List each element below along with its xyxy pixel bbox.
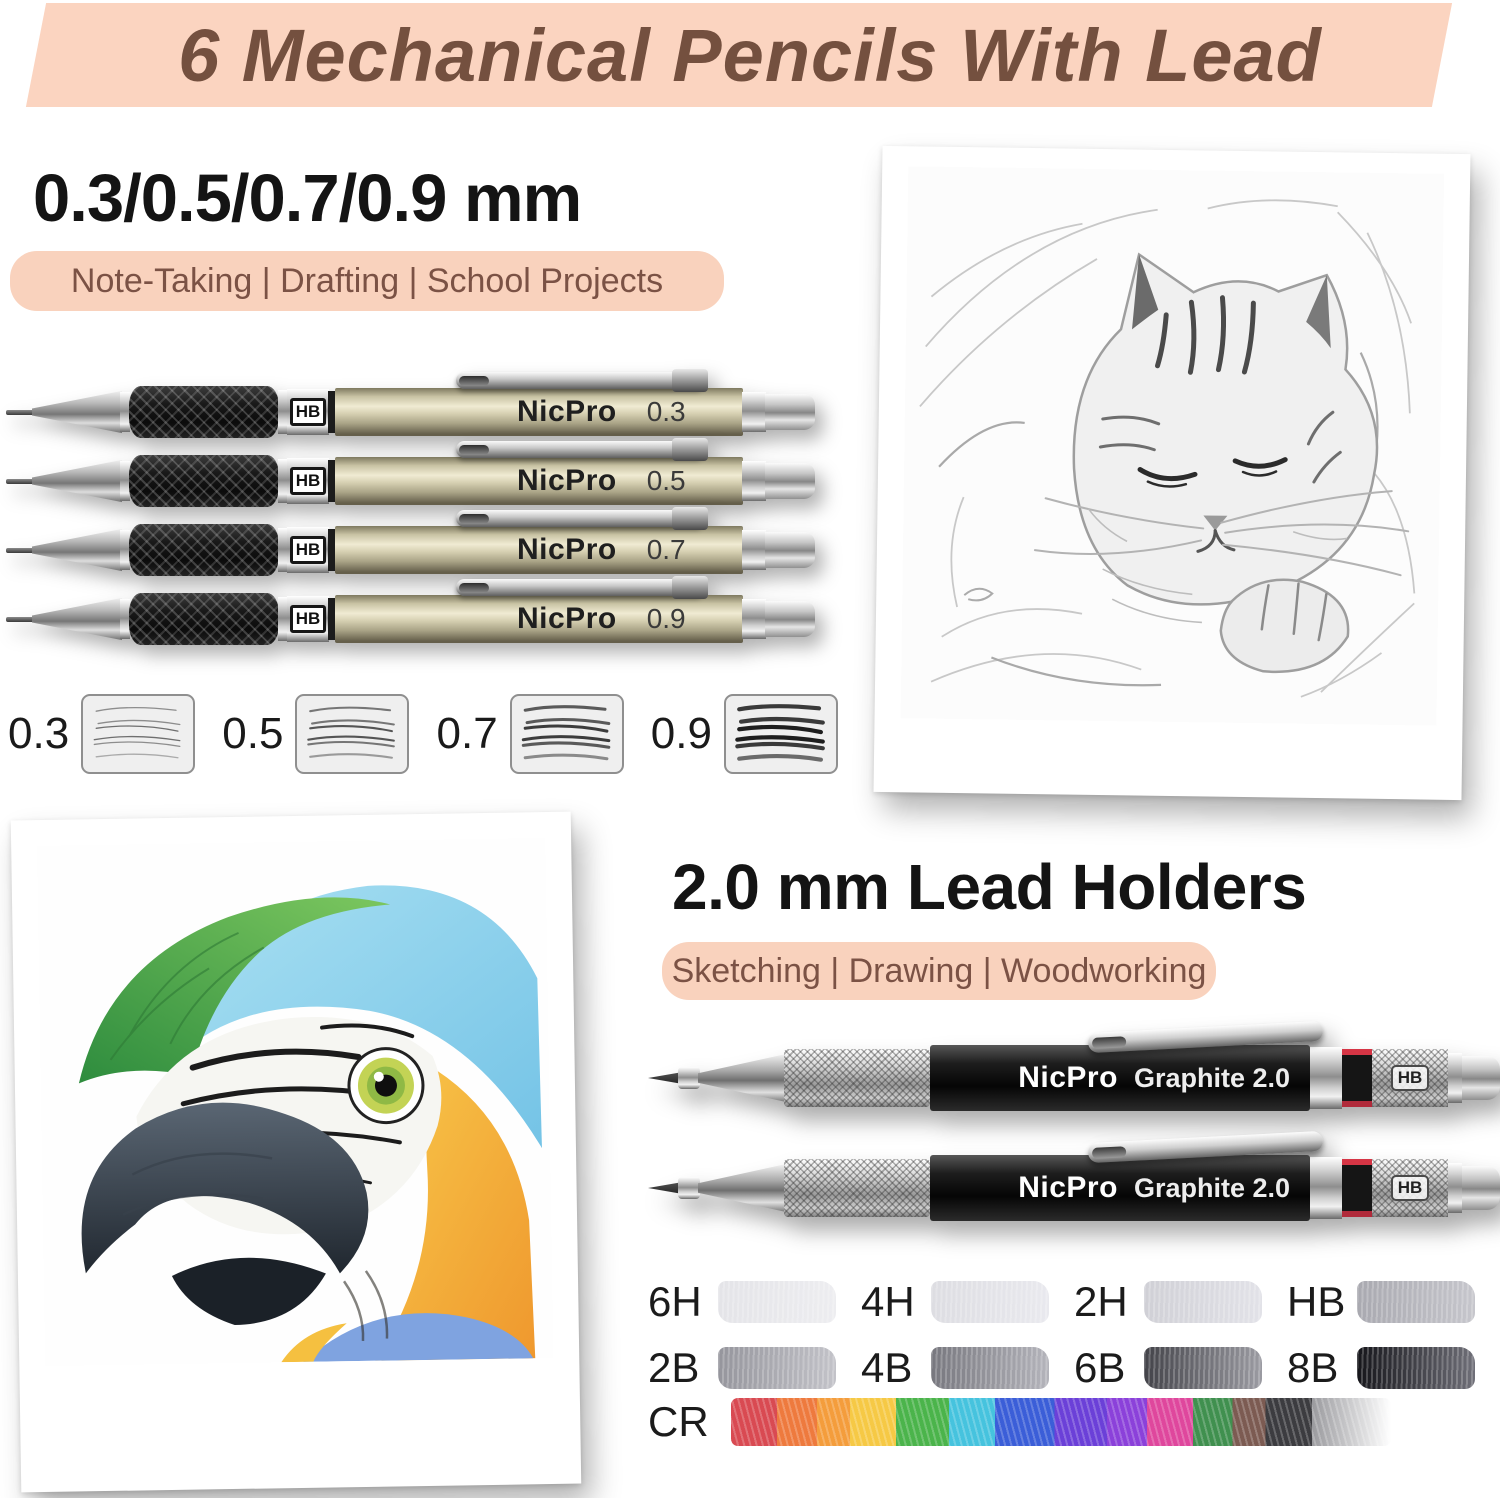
- lead-holder-1: [648, 1044, 1500, 1112]
- size-label: 0.3: [646, 396, 686, 427]
- holder-ring: [1310, 1047, 1342, 1109]
- holder-tip-cone: [698, 1164, 786, 1212]
- mechanical-pencil-0.7: [6, 521, 834, 579]
- holder-clutch-jaws: [678, 1177, 700, 1199]
- lead-sample-label: 0.7: [436, 709, 498, 758]
- pencil-barrel: [335, 388, 743, 436]
- lead-sample-swatch: [295, 694, 409, 774]
- holder-knurled-grip: [784, 1049, 930, 1107]
- lead-sample-0.5: [222, 694, 409, 774]
- brand-label: NicPro: [517, 395, 617, 428]
- holder-clutch-jaws: [678, 1067, 700, 1089]
- cat-sketch-image: [901, 166, 1445, 725]
- grade-4h: [861, 1278, 1074, 1326]
- holder-push-button: [1462, 1056, 1500, 1100]
- mechanical-pencil-0.5: [6, 452, 834, 510]
- lead-sample-label: 0.5: [222, 709, 284, 758]
- pencil-clip: [456, 579, 704, 596]
- holder-knurled-grip: [784, 1159, 930, 1217]
- pencil-clip: [456, 510, 704, 527]
- brand-label: NicPro: [517, 602, 617, 635]
- mechanical-pencil-0.3: [6, 383, 834, 441]
- grade-label: 2B: [648, 1344, 700, 1391]
- holder-lead-point: [648, 1071, 682, 1085]
- pencil-barrel: [335, 457, 743, 505]
- parrot-drawing-photo: [11, 812, 581, 1493]
- pencil-grade-window: [287, 596, 329, 642]
- banner-title: 6 Mechanical Pencils With Lead: [178, 13, 1322, 97]
- brand-label: NicPro: [1018, 1061, 1118, 1094]
- pencil-ferrule: [742, 392, 766, 432]
- grade-label: HB: [290, 398, 326, 426]
- pencil-clip: [456, 372, 704, 389]
- grade-label: 6B: [1074, 1344, 1126, 1391]
- pencil-lead-tip: [6, 617, 34, 622]
- holder-ring: [1310, 1157, 1342, 1219]
- holder-ferrule: [1448, 1053, 1462, 1103]
- grade-hb: [1287, 1278, 1500, 1326]
- grade-label: HB: [1391, 1065, 1429, 1091]
- grade-label: 4H: [861, 1278, 915, 1325]
- holder-grade-cap: [1372, 1159, 1448, 1217]
- lead-sample-swatch: [724, 694, 838, 774]
- pencil-grade-window: [287, 527, 329, 573]
- pencil-push-button: [765, 601, 815, 637]
- pencil-clip: [456, 441, 704, 458]
- pencil-push-button: [765, 532, 815, 568]
- lead-sample-0.7: [437, 694, 624, 774]
- size-label: 0.7: [646, 534, 686, 565]
- grade-swatch: [931, 1281, 1049, 1323]
- pencil-tip-cone: [32, 528, 122, 572]
- holders-heading: 2.0 mm Lead Holders: [672, 851, 1307, 923]
- grade-row-b: [648, 1344, 1500, 1392]
- banner: [0, 0, 1500, 112]
- pencil-ferrule: [742, 599, 766, 639]
- cat-sketch-photo: [874, 146, 1471, 800]
- grade-swatch: [718, 1347, 836, 1389]
- pencil-barrel: [335, 526, 743, 574]
- grade-row-h: [648, 1278, 1500, 1326]
- size-label: 0.5: [646, 465, 686, 496]
- pencil-grip: [129, 455, 279, 507]
- pencil-grip: [129, 524, 279, 576]
- lead-sample-0.3: [8, 694, 195, 774]
- grade-label: 4B: [861, 1344, 913, 1391]
- mech-tagline: Note-Taking | Drafting | School Projects: [70, 261, 664, 300]
- pencil-lead-tip: [6, 548, 34, 553]
- grade-label: HB: [290, 536, 326, 564]
- holder-red-ring: [1342, 1159, 1372, 1217]
- holder-push-button: [1462, 1166, 1500, 1210]
- grade-label: 8B: [1287, 1344, 1339, 1391]
- grade-label: 2H: [1074, 1278, 1128, 1325]
- brand-label: NicPro: [517, 533, 617, 566]
- grade-swatch: [1357, 1347, 1475, 1389]
- grade-swatch: [1144, 1347, 1262, 1389]
- mechanical-pencils-group: [6, 383, 834, 659]
- pencil-push-button: [765, 463, 815, 499]
- pencil-lead-tip: [6, 479, 34, 484]
- holder-grade-cap: [1372, 1049, 1448, 1107]
- pencil-ferrule: [742, 461, 766, 501]
- mech-sizes-heading: 0.3/0.5/0.7/0.9 mm: [33, 161, 582, 236]
- holder-lead-point: [648, 1181, 682, 1195]
- holders-tagline-pill: [662, 942, 1216, 1000]
- grade-swatch: [1357, 1281, 1475, 1323]
- brand-label: NicPro: [517, 464, 617, 497]
- pencil-grip: [129, 593, 279, 645]
- grade-2h: [1074, 1278, 1287, 1326]
- grade-swatches: [648, 1278, 1500, 1410]
- color-lead-label: CR: [648, 1398, 709, 1445]
- lead-sample-swatch: [510, 694, 624, 774]
- pencil-grip: [129, 386, 279, 438]
- grade-label: HB: [290, 467, 326, 495]
- holder-body: [930, 1045, 1310, 1111]
- grade-swatch: [1144, 1281, 1262, 1323]
- grade-swatch: [718, 1281, 836, 1323]
- grade-8b: [1287, 1344, 1500, 1392]
- holders-tagline: Sketching | Drawing | Woodworking: [671, 951, 1207, 990]
- pencil-ferrule: [742, 530, 766, 570]
- lead-holder-2: [648, 1154, 1500, 1222]
- mechanical-pencil-0.9: [6, 590, 834, 648]
- holder-red-ring: [1342, 1049, 1372, 1107]
- model-label: Graphite 2.0: [1133, 1062, 1290, 1093]
- size-label: 0.9: [646, 603, 686, 634]
- rainbow-swatch: [731, 1398, 1391, 1446]
- grade-swatch: [931, 1347, 1049, 1389]
- holder-body: [930, 1155, 1310, 1221]
- pencil-push-button: [765, 394, 815, 430]
- lead-sample-0.9: [651, 694, 838, 774]
- model-label: Graphite 2.0: [1133, 1172, 1290, 1203]
- lead-size-samples: [8, 694, 838, 774]
- parrot-drawing-image: [37, 838, 553, 1366]
- lead-sample-label: 0.3: [8, 709, 70, 758]
- pencil-barrel: [335, 595, 743, 643]
- pencil-grade-window: [287, 458, 329, 504]
- lead-sample-label: 0.9: [650, 709, 712, 758]
- lead-sample-swatch: [81, 694, 195, 774]
- pencil-lead-tip: [6, 410, 34, 415]
- pencil-tip-cone: [32, 390, 122, 434]
- pencil-grade-window: [287, 389, 329, 435]
- lead-holders-group: [648, 1044, 1500, 1264]
- holder-ferrule: [1448, 1163, 1462, 1213]
- grade-label: 6H: [648, 1278, 702, 1325]
- color-lead-sample: [648, 1398, 1391, 1446]
- grade-4b: [861, 1344, 1074, 1392]
- mech-tagline-pill: [10, 251, 724, 311]
- pencil-tip-cone: [32, 597, 122, 641]
- grade-label: HB: [1287, 1278, 1346, 1325]
- grade-label: HB: [1391, 1175, 1429, 1201]
- grade-6h: [648, 1278, 861, 1326]
- grade-6b: [1074, 1344, 1287, 1392]
- holder-tip-cone: [698, 1054, 786, 1102]
- grade-label: HB: [290, 605, 326, 633]
- brand-label: NicPro: [1018, 1171, 1118, 1204]
- pencil-tip-cone: [32, 459, 122, 503]
- grade-2b: [648, 1344, 861, 1392]
